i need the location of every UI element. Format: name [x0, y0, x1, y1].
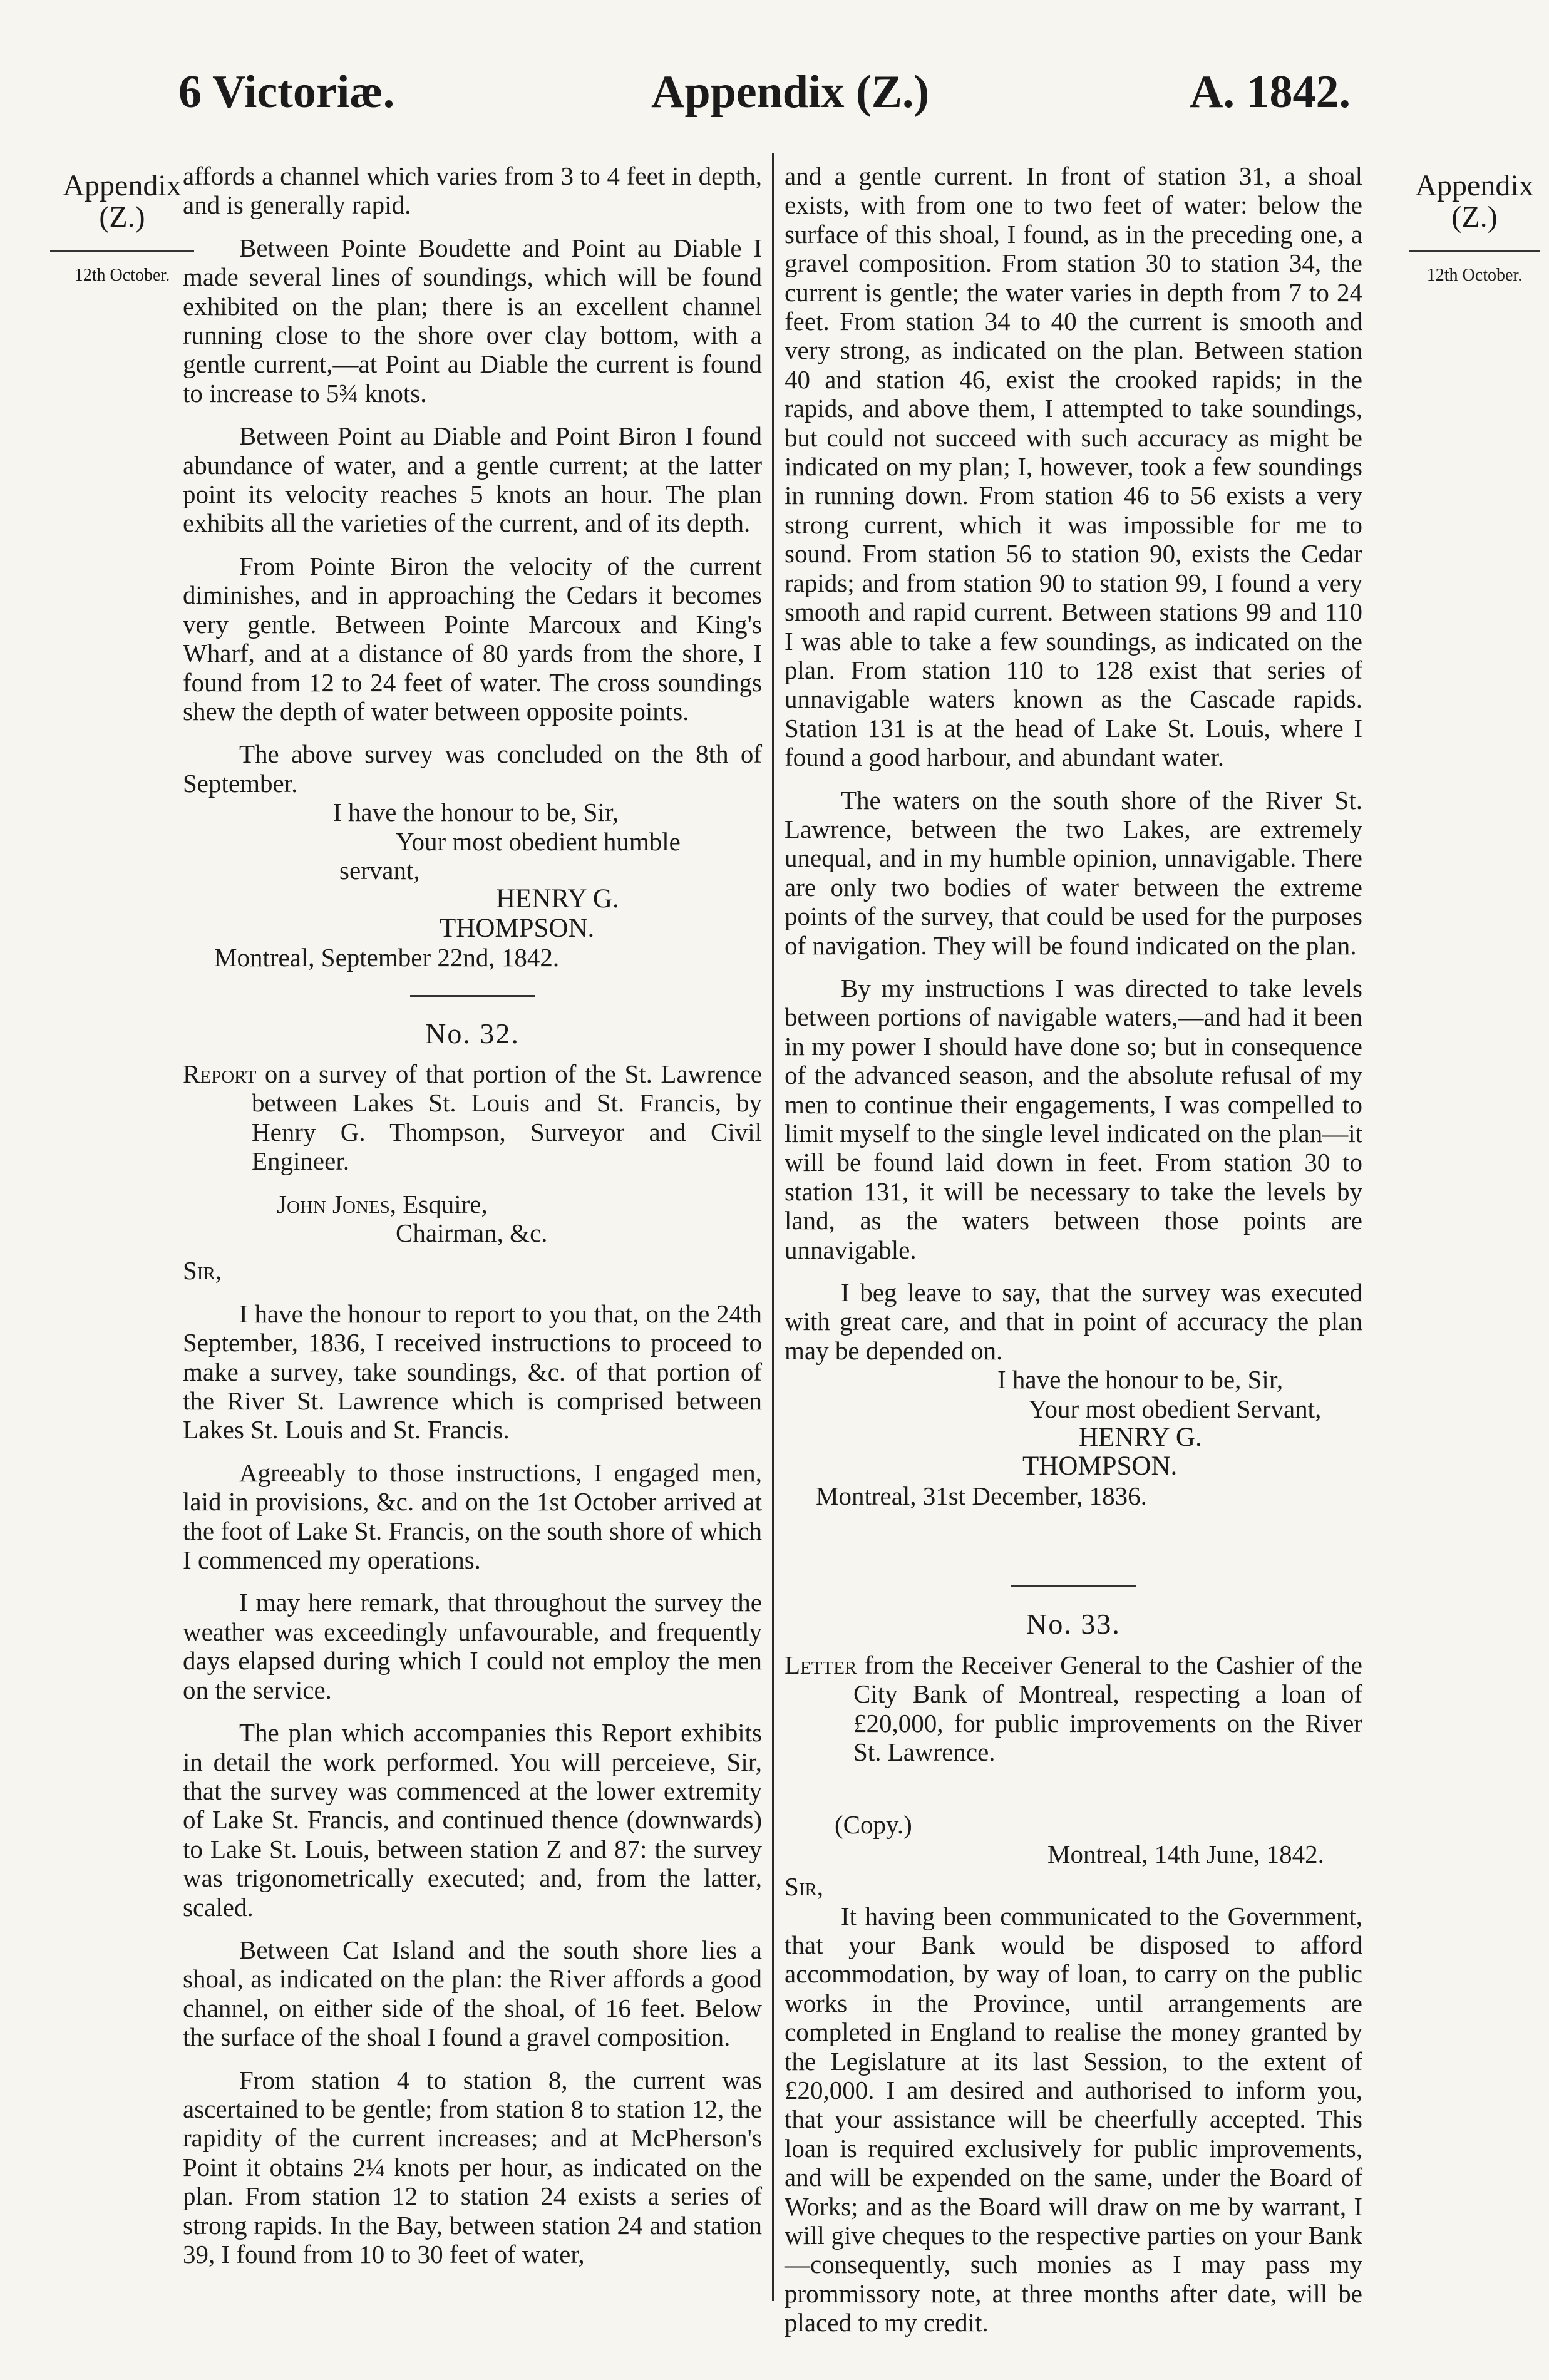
header-session: 6 Victoriæ. — [178, 66, 395, 118]
margin-date: 12th October. — [50, 250, 194, 291]
place-date: Montreal, September 22nd, 1842. — [214, 943, 560, 972]
salutation: Sir, — [785, 1872, 824, 1902]
margin-appendix-sub: (Z.) — [99, 200, 145, 234]
report-title — [183, 1059, 762, 1176]
paragraph: and a gentle current. In front of station 31, a shoal exists, with from one to two feet of water: below the surface of this shoal, I found, as in the preceding one, a gravel composition. From station 30 to station 34, the current is gentle; the water varies in depth from 7 to 24 feet. From station 34 to 40 the current is smooth and very strong, as indicated on the plan. Between station 40 and station 46, exist the crooked rapids; in the rapids, and above them, I attempted to take soundings, but could not succeed with such accuracy as might be indicated on my plan; I, however, took a few soundings in running down. From station 46 to 56 exists a very strong current, which it was impossible for me to sound. From station 56 to station 90, exists the Cedar rapids; and from station 90 to station 99, I found a very smooth and rapid current. Between stations 99 and 110 I was able to take a few soundings, as indicated on the plan. From station 110 to 128 exist that series of unnavigable waters known as the Cascade rapids. Station 131 is at the head of Lake St. Louis, where I found a good harbour, and abundant water. — [785, 162, 1362, 772]
closing-line: Your most obedient humble servant, — [339, 827, 681, 885]
paragraph: I may here remark, that throughout the survey the weather was exceedingly unfavourable, and frequently days elapsed during which I could not employ the men on the service. — [183, 1588, 762, 1704]
left-margin-note — [50, 170, 194, 291]
paragraph: Agreeably to those instructions, I engaged men, laid in provisions, &c. and on the 1st October arrived at the foot of Lake St. Francis, on the south shore of which I commenced my operations. — [183, 1458, 762, 1575]
document-number: No. 33. — [1026, 1608, 1121, 1641]
letter-title-lead: Letter — [785, 1650, 857, 1679]
closing-line: I have the honour to be, Sir, — [997, 1365, 1284, 1394]
salutation: Sir, — [183, 1256, 222, 1285]
left-column — [183, 162, 762, 2269]
paragraph: affords a channel which varies from 3 to 4 feet in depth, and is generally rapid. — [183, 162, 762, 220]
signature: HENRY G. THOMPSON. — [1022, 1423, 1202, 1481]
addressee — [183, 1190, 762, 1218]
signature: HENRY G. THOMPSON. — [440, 884, 619, 943]
header-appendix: Appendix (Z.) — [651, 66, 930, 118]
margin-date: 12th October. — [1409, 250, 1540, 291]
letter-title — [785, 1651, 1362, 1767]
section-rule — [410, 995, 535, 997]
paragraph: I have the honour to report to you that, on the 24th September, 1836, I received instructions to proceed to make a survey, take soundings, &c. of that portion of the River St. Lawrence which is comprised between Lakes St. Louis and St. Francis. — [183, 1299, 762, 1445]
closing-line: I have the honour to be, Sir, — [333, 798, 619, 827]
right-margin-note — [1409, 170, 1540, 291]
margin-appendix-sub: (Z.) — [1451, 200, 1498, 234]
report-title-text: on a survey of that portion of the St. Lawrence between Lakes St. Louis and St. Francis, by Henry G. Thompson, Surveyor and Civil Engineer. — [252, 1059, 762, 1176]
page-header — [163, 66, 1402, 122]
paragraph: The plan which accompanies this Report exhibits in detail the work performed. You will perceieve, Sir, that the survey was commenced at the lower extremity of Lake St. Francis, and continued thence (downwards) to Lake St. Louis, between station Z and 87: the survey was trigonometrically executed; and, from the latter, scaled. — [183, 1718, 762, 1922]
document-number: No. 32. — [425, 1017, 520, 1049]
addressee-title: Chairman, &c. — [396, 1218, 548, 1247]
paragraph: Between Point au Diable and Point Biron I found abundance of water, and a gentle current; at the latter point its velocity reaches 5 knots an hour. The plan exhibits all the varieties of the current, and of its depth. — [183, 421, 762, 538]
letter-title-text: from the Receiver General to the Cashier of the City Bank of Montreal, respecting a loan of £20,000, for public improvements on the River St. Lawrence. — [853, 1650, 1362, 1766]
paragraph: The waters on the south shore of the River St. Lawrence, between the two Lakes, are extremely unequal, and in my humble opinion, unnavigable. There are only two bodies of water between the extreme points of the survey, that could be used for the purposes of navigation. They will be found indicated on the plan. — [785, 785, 1362, 960]
paragraph: From station 4 to station 8, the current was ascertained to be gentle; from station 8 to station 12, the rapidity of the current increases; and at McPherson's Point it obtains 2¼ knots per hour, as indicated on the plan. From station 12 to station 24 exists a series of strong rapids. In the Bay, between station 24 and station 39, I found from 10 to 30 feet of water, — [183, 2065, 762, 2269]
addressee-rest: , Esquire, — [389, 1189, 488, 1218]
margin-appendix-label: Appendix — [1415, 169, 1534, 202]
paragraph: It having been communicated to the Government, that your Bank would be disposed to afford accommodation, by way of loan, to carry on the public works in the Province, until arrangements are completed in England to realise the money granted by the Legislature at its last Session, to the extent of £20,000. I am desired and authorised to inform you, that your assistance will be cheerfully accepted. This loan is required exclusively for public improvements, and will be expended on the same, under the Board of Works; and as the Board will draw on me by warrant, I will give cheques to the respective parties on your Bank—consequently, such monies as I may pass my prommissory note, at three months after date, will be placed to my credit. — [785, 1901, 1362, 2337]
header-year: A. 1842. — [1190, 66, 1351, 118]
closing-line: Your most obedient Servant, — [1029, 1394, 1322, 1423]
paragraph: From Pointe Biron the velocity of the current diminishes, and in approaching the Cedars it becomes very gentle. Between Pointe Marcoux and King's Wharf, and at a distance of 80 yards from the shore, I found from 12 to 24 feet of water. The cross soundings shew the depth of water between opposite points. — [183, 551, 762, 726]
copy-note: (Copy.) — [835, 1810, 912, 1840]
addressee-name: John Jones — [277, 1189, 390, 1218]
right-column — [785, 162, 1362, 2337]
place-date: Montreal, 31st December, 1836. — [816, 1481, 1147, 1510]
section-rule — [1011, 1585, 1136, 1587]
dateline: Montreal, 14th June, 1842. — [1047, 1839, 1324, 1868]
paragraph: By my instructions I was directed to take levels between portions of navigable waters,—and had it been in my power I should have done so; but in consequence of the advanced season, and the absolute refusal of my men to continue their engagements, I was compelled to limit myself to the single level indicated on the plan—it will be found laid down in feet. From station 30 to station 131, it will be necessary to take the levels by land, as the waters between those points are unnavigable. — [785, 973, 1362, 1264]
report-title-lead: Report — [183, 1059, 257, 1088]
paragraph: Between Pointe Boudette and Point au Diable I made several lines of soundings, which will be found exhibited on the plan; there is an excellent channel running close to the shore over clay bottom, with a gentle current,—at Point au Diable the current is found to increase to 5¾ knots. — [183, 233, 762, 408]
margin-appendix-label: Appendix — [63, 169, 182, 202]
paragraph: Between Cat Island and the south shore lies a shoal, as indicated on the plan: the River affords a good channel, on either side of the shoal, of 16 feet. Below the surface of the shoal I found a gravel composition. — [183, 1935, 762, 2052]
column-divider — [772, 153, 774, 2301]
paragraph: I beg leave to say, that the survey was executed with great care, and that in point of accuracy the plan may be depended on. — [785, 1278, 1362, 1365]
paragraph: The above survey was concluded on the 8th of September. — [183, 739, 762, 798]
